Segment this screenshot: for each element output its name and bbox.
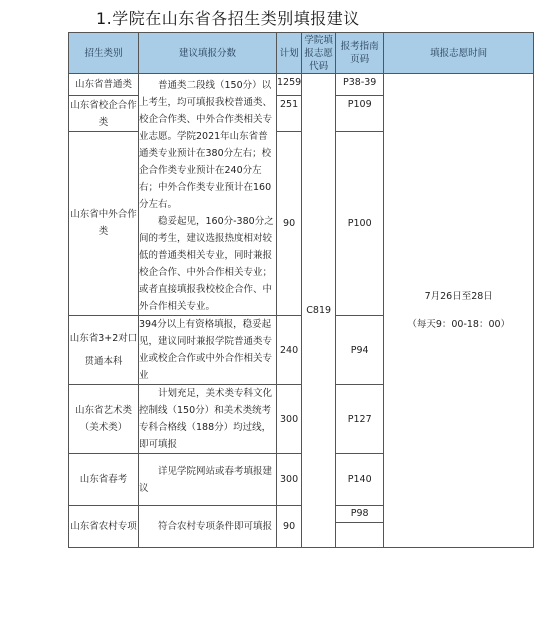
advice-chunkao: 详见学院网站或春考填报建议 [139,454,277,506]
category-threetwo-line1: 山东省3+2对口 [69,333,138,344]
time-cell [384,74,534,548]
category-threetwo [69,316,139,385]
row-putong [69,74,534,96]
category-threetwo-line2: 贯通本科 [84,356,123,367]
advice-group1 [139,74,277,316]
category-zhongwai: 山东省中外合作类 [69,131,139,315]
plan-nongcun: 90 [277,506,302,548]
advice-group1-paragraph2: 稳妥起见，160分-380分之间的考生，建议选报热度相对较低的普通类相关专业，同时兼报校企合作、中外合作相关专业；或者直接填报我校校企合作、中外合作相关专业。 [139,216,274,312]
header-row [69,33,534,74]
plan-yishu: 300 [277,385,302,454]
page-putong: P38-39 [336,74,384,96]
category-yishu: 山东省艺术类（美术类） [69,385,139,454]
school-code: C819 [302,74,336,548]
page-threetwo: P94 [336,316,384,385]
plan-putong: 1259 [277,74,302,96]
plan-xiaoqi: 251 [277,96,302,132]
page-title: 1.学院在山东省各招生类别填报建议 [96,9,360,28]
category-xiaoqi: 山东省校企合作类 [69,96,139,132]
header-code-line3: 代码 [309,60,329,72]
header-page [336,33,384,74]
category-chunkao: 山东省春考 [69,454,139,506]
header-category: 招生类别 [69,33,139,74]
header-page-line1: 报考指南 [340,41,379,52]
header-code [302,33,336,74]
page-chunkao: P140 [336,454,384,506]
page-zhongwai: P100 [336,131,384,315]
header-plan: 计划 [277,33,302,74]
header-page-line2: 页码 [350,54,370,65]
plan-threetwo: 240 [277,316,302,385]
header-advice: 建议填报分数 [139,33,277,74]
category-putong: 山东省普通类 [69,74,139,96]
header-time: 填报志愿时间 [384,33,534,74]
plan-zhongwai: 90 [277,131,302,315]
advice-yishu: 计划充足，美术类专科文化控制线（150分）和美术类统考专科合格线（188分）均过线，即可填报 [139,385,277,454]
page-nongcun-value: P98 [336,506,383,523]
header-code-line1: 学院填 [304,34,333,46]
advice-threetwo: 394分以上有资格填报，稳妥起见，建议同时兼报学院普通类专业或校企合作或中外合作相关专业 [139,316,277,385]
plan-chunkao: 300 [277,454,302,506]
header-code-line2: 报志愿 [304,47,333,59]
page-nongcun [336,506,384,548]
time-dates: 7月26日至28日 [424,290,493,302]
category-nongcun: 山东省农村专项 [69,506,139,548]
page-yishu: P127 [336,385,384,454]
advice-nongcun: 符合农村专项条件即可填报 [139,506,277,548]
page-xiaoqi: P109 [336,96,384,132]
time-hours: （每天9：00-18：00） [407,318,511,330]
admission-table [68,32,534,548]
advice-group1-paragraph1: 普通类二段线（150分）以上考生，均可填报我校普通类、校企合作类、中外合作类相关专业志愿。学院2021年山东省普通类专业预计在380分左右；校企合作类专业预计在240分左右；中外合作类专业预计在160分左右。 [139,80,273,210]
